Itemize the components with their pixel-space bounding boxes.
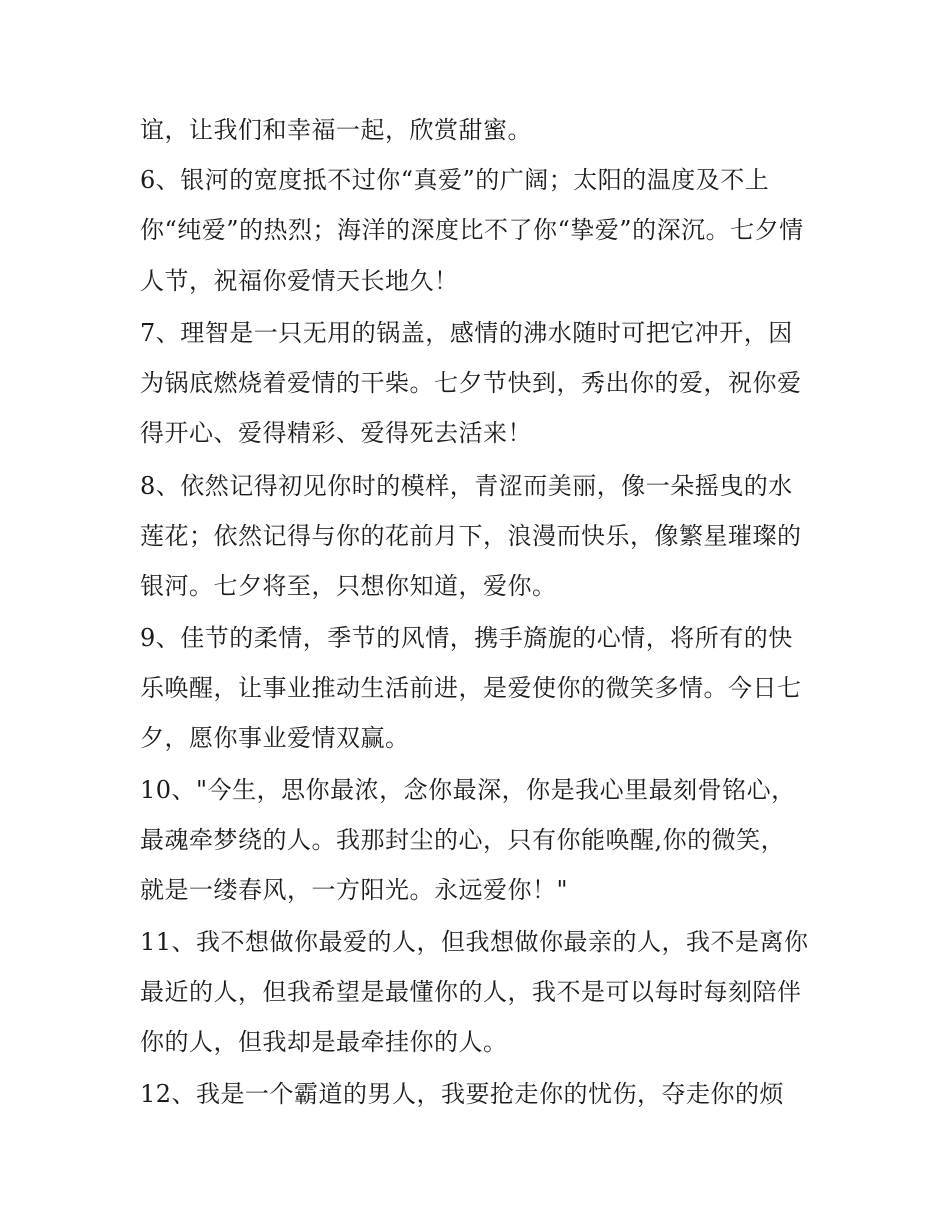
- text-line: 最魂牵梦绕的人。我那封尘的心，只有你能唤醒,你的微笑，: [140, 826, 786, 854]
- text-line: 莲花；依然记得与你的花前月下，浪漫而快乐，像繁星璀璨的: [140, 522, 802, 550]
- text-line: 人节，祝福你爱情天长地久！: [140, 267, 459, 295]
- text-line: 就是一缕春风，一方阳光。永远爱你！": [140, 876, 569, 904]
- text-line: 8、依然记得初见你时的模样，青涩而美丽，像一朵摇曳的水: [140, 472, 793, 500]
- text-line: 7、理智是一只无用的锅盖，感情的沸水随时可把它冲开，因: [140, 319, 793, 347]
- text-line: 12、我是一个霸道的男人，我要抢走你的忧伤，夺走你的烦: [140, 1080, 785, 1108]
- text-line: 你“纯爱”的热烈；海洋的深度比不了你“挚爱”的深沉。七夕情: [140, 216, 804, 244]
- text-line: 6、银河的宽度抵不过你“真爱”的广阔；太阳的温度及不上: [140, 166, 770, 194]
- text-line: 9、佳节的柔情，季节的风情，携手旖旎的心情，将所有的快: [140, 624, 793, 652]
- text-line: 11、我不想做你最爱的人，但我想做你最亲的人，我不是离你: [140, 928, 809, 956]
- text-line: 乐唤醒，让事业推动生活前进，是爱使你的微笑多情。今日七: [140, 674, 802, 702]
- text-line: 银河。七夕将至，只想你知道，爱你。: [140, 572, 557, 600]
- text-line: 夕，愿你事业爱情双赢。: [140, 724, 410, 752]
- text-line: 为锅底燃烧着爱情的干柴。七夕节快到，秀出你的爱，祝你爱: [140, 369, 802, 397]
- text-line: 你的人，但我却是最牵挂你的人。: [140, 1028, 508, 1056]
- text-line: 得开心、爱得精彩、爱得死去活来！: [140, 419, 532, 447]
- text-line: 10、"今生，思你最浓，念你最深，你是我心里最刻骨铭心，: [140, 776, 796, 804]
- text-line: 最近的人，但我希望是最懂你的人，我不是可以每时每刻陪伴: [140, 978, 802, 1006]
- text-line: 谊，让我们和幸福一起，欣赏甜蜜。: [140, 116, 532, 144]
